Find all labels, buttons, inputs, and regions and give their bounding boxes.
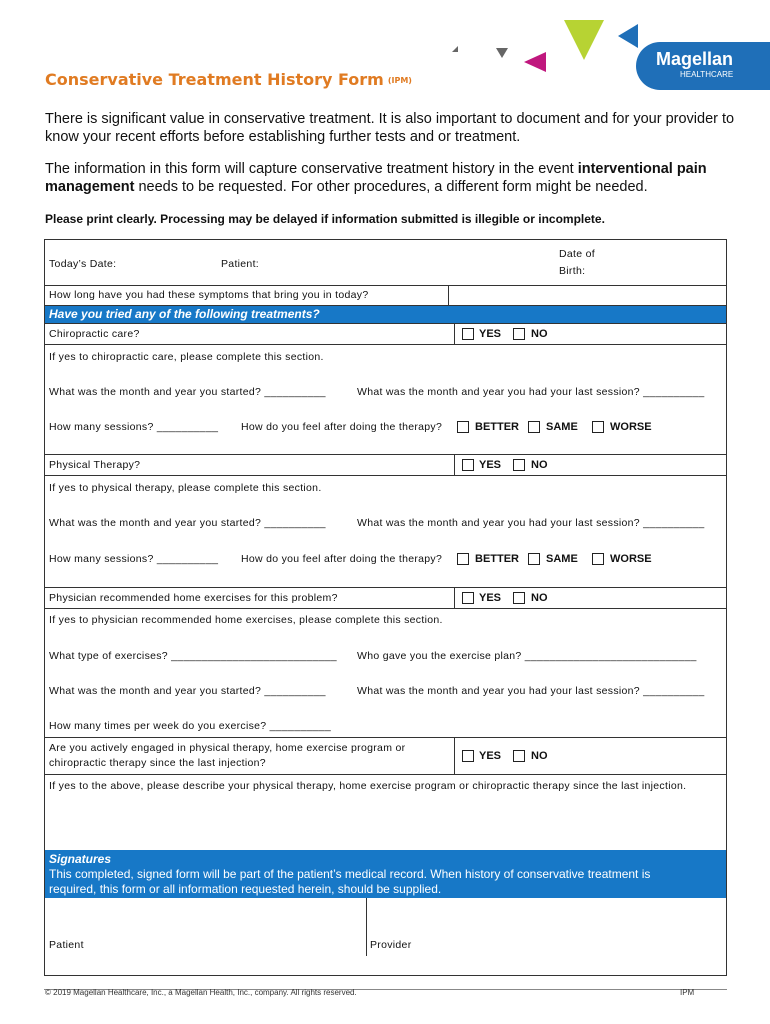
pt-no-label: NO bbox=[531, 459, 548, 471]
engaged-question-2: chiropractic therapy since the last injection? bbox=[49, 757, 266, 769]
pt-better-checkbox[interactable] bbox=[457, 553, 469, 565]
pt-started[interactable]: What was the month and year you started? __________ bbox=[49, 517, 326, 529]
triangle-blue-icon bbox=[618, 24, 638, 48]
dob-label-2: Birth: bbox=[559, 265, 586, 277]
intro-p2-bold: interventional pain management bbox=[45, 161, 707, 195]
chiro-yes-checkbox[interactable] bbox=[462, 328, 474, 340]
treatment-form bbox=[44, 239, 727, 976]
chiro-worse-label: WORSE bbox=[610, 421, 652, 433]
chiro-feel: How do you feel after doing the therapy? bbox=[241, 421, 443, 433]
pt-sessions[interactable]: How many sessions? __________ bbox=[49, 553, 219, 565]
form-title bbox=[45, 70, 412, 89]
patient-label: Patient: bbox=[221, 258, 260, 270]
treatments-header: Have you tried any of the following treatments? bbox=[49, 307, 320, 321]
home-no-checkbox[interactable] bbox=[513, 592, 525, 604]
chiro-better-label: BETTER bbox=[475, 421, 519, 433]
print-notice: Please print clearly. Processing may be delayed if information submitted is illegible or incomplete. bbox=[45, 212, 605, 226]
home-who-gave-plan[interactable]: Who gave you the exercise plan? ____________________________ bbox=[357, 650, 697, 662]
magellan-logo bbox=[440, 18, 770, 78]
engaged-question-1: Are you actively engaged in physical therapy, home exercise program or bbox=[49, 742, 406, 754]
describe-instructions: If yes to the above, please describe your physical therapy, home exercise program or chiropractic therapy since the last injection. bbox=[49, 780, 687, 792]
logo-wordmark: Magellan bbox=[656, 49, 734, 69]
home-no-label: NO bbox=[531, 592, 548, 604]
provider-signature-label: Provider bbox=[370, 939, 412, 951]
provider-signature-field[interactable] bbox=[367, 898, 727, 956]
form-title-code: (IPM) bbox=[387, 76, 412, 85]
patient-signature-label: Patient bbox=[49, 939, 84, 951]
pt-instructions: If yes to physical therapy, please complete this section. bbox=[49, 482, 322, 494]
pt-same-label: SAME bbox=[546, 553, 578, 565]
chiro-question: Chiropractic care? bbox=[49, 328, 140, 340]
intro-paragraph-2 bbox=[45, 160, 735, 196]
home-last-session[interactable]: What was the month and year you had your last session? __________ bbox=[357, 685, 705, 697]
pt-last-session[interactable]: What was the month and year you had your last session? __________ bbox=[357, 517, 705, 529]
chiro-same-label: SAME bbox=[546, 421, 578, 433]
triangle-lime-icon bbox=[564, 20, 604, 60]
pt-feel: How do you feel after doing the therapy? bbox=[241, 553, 443, 565]
home-yes-checkbox[interactable] bbox=[462, 592, 474, 604]
signatures-header: Signatures bbox=[49, 852, 112, 866]
home-started[interactable]: What was the month and year you started? __________ bbox=[49, 685, 326, 697]
signatures-bar bbox=[45, 850, 726, 898]
symptoms-question: How long have you had these symptoms that bring you in today? bbox=[49, 289, 369, 301]
chiro-last-session[interactable]: What was the month and year you had your last session? __________ bbox=[357, 386, 705, 398]
chiro-same-checkbox[interactable] bbox=[528, 421, 540, 433]
patient-signature-field[interactable] bbox=[45, 898, 366, 956]
footer-form-code: IPM bbox=[680, 988, 695, 997]
pt-same-checkbox[interactable] bbox=[528, 553, 540, 565]
treatments-header-bar bbox=[45, 306, 726, 323]
chiro-worse-checkbox[interactable] bbox=[592, 421, 604, 433]
chiro-no-label: NO bbox=[531, 328, 548, 340]
chiro-no-checkbox[interactable] bbox=[513, 328, 525, 340]
pt-question: Physical Therapy? bbox=[49, 459, 141, 471]
todays-date-label: Today’s Date: bbox=[49, 258, 117, 270]
logo-subtext: HEALTHCARE bbox=[680, 70, 734, 79]
engaged-no-label: NO bbox=[531, 750, 548, 762]
home-instructions: If yes to physician recommended home exercises, please complete this section. bbox=[49, 614, 443, 626]
form-title-text: Conservative Treatment History Form bbox=[45, 70, 384, 89]
chiro-better-checkbox[interactable] bbox=[457, 421, 469, 433]
signatures-text-1: This completed, signed form will be part of the patient’s medical record. When history of conservative treatment is bbox=[49, 867, 651, 881]
engaged-yes-label: YES bbox=[479, 750, 502, 762]
chiro-instructions: If yes to chiropractic care, please complete this section. bbox=[49, 351, 324, 363]
home-exercise-type[interactable]: What type of exercises? ___________________________ bbox=[49, 650, 337, 662]
pt-worse-label: WORSE bbox=[610, 553, 652, 565]
pt-yes-checkbox[interactable] bbox=[462, 459, 474, 471]
triangle-gray-small-icon bbox=[452, 42, 458, 52]
describe-textarea[interactable] bbox=[45, 796, 726, 850]
chiro-started[interactable]: What was the month and year you started? __________ bbox=[49, 386, 326, 398]
intro-paragraph-1: There is significant value in conservative treatment. It is also important to document and for your provider to know your recent efforts before establishing further tests and or treatment. bbox=[45, 111, 735, 145]
pt-no-checkbox[interactable] bbox=[513, 459, 525, 471]
intro-p2-a: The information in this form will capture conservative treatment history in the event bbox=[45, 161, 578, 177]
chiro-sessions[interactable]: How many sessions? __________ bbox=[49, 421, 219, 433]
pt-yes-label: YES bbox=[479, 459, 502, 471]
intro-p2-c: needs to be requested. For other procedures, a different form might be needed. bbox=[134, 179, 648, 195]
dob-label-1: Date of bbox=[559, 248, 595, 260]
chiro-yes-label: YES bbox=[479, 328, 502, 340]
home-question: Physician recommended home exercises for this problem? bbox=[49, 592, 338, 604]
signatures-text-2: required, this form or all information requested herein, should be supplied. bbox=[49, 882, 442, 896]
home-times-per-week[interactable]: How many times per week do you exercise? __________ bbox=[49, 720, 332, 732]
triangle-pink-icon bbox=[520, 52, 546, 72]
engaged-no-checkbox[interactable] bbox=[513, 750, 525, 762]
home-yes-label: YES bbox=[479, 592, 502, 604]
engaged-yes-checkbox[interactable] bbox=[462, 750, 474, 762]
triangle-gray-icon bbox=[496, 48, 508, 58]
copyright-text: © 2019 Magellan Healthcare, Inc., a Magellan Health, Inc., company. All rights reserved. bbox=[45, 988, 357, 997]
pt-better-label: BETTER bbox=[475, 553, 519, 565]
pt-worse-checkbox[interactable] bbox=[592, 553, 604, 565]
